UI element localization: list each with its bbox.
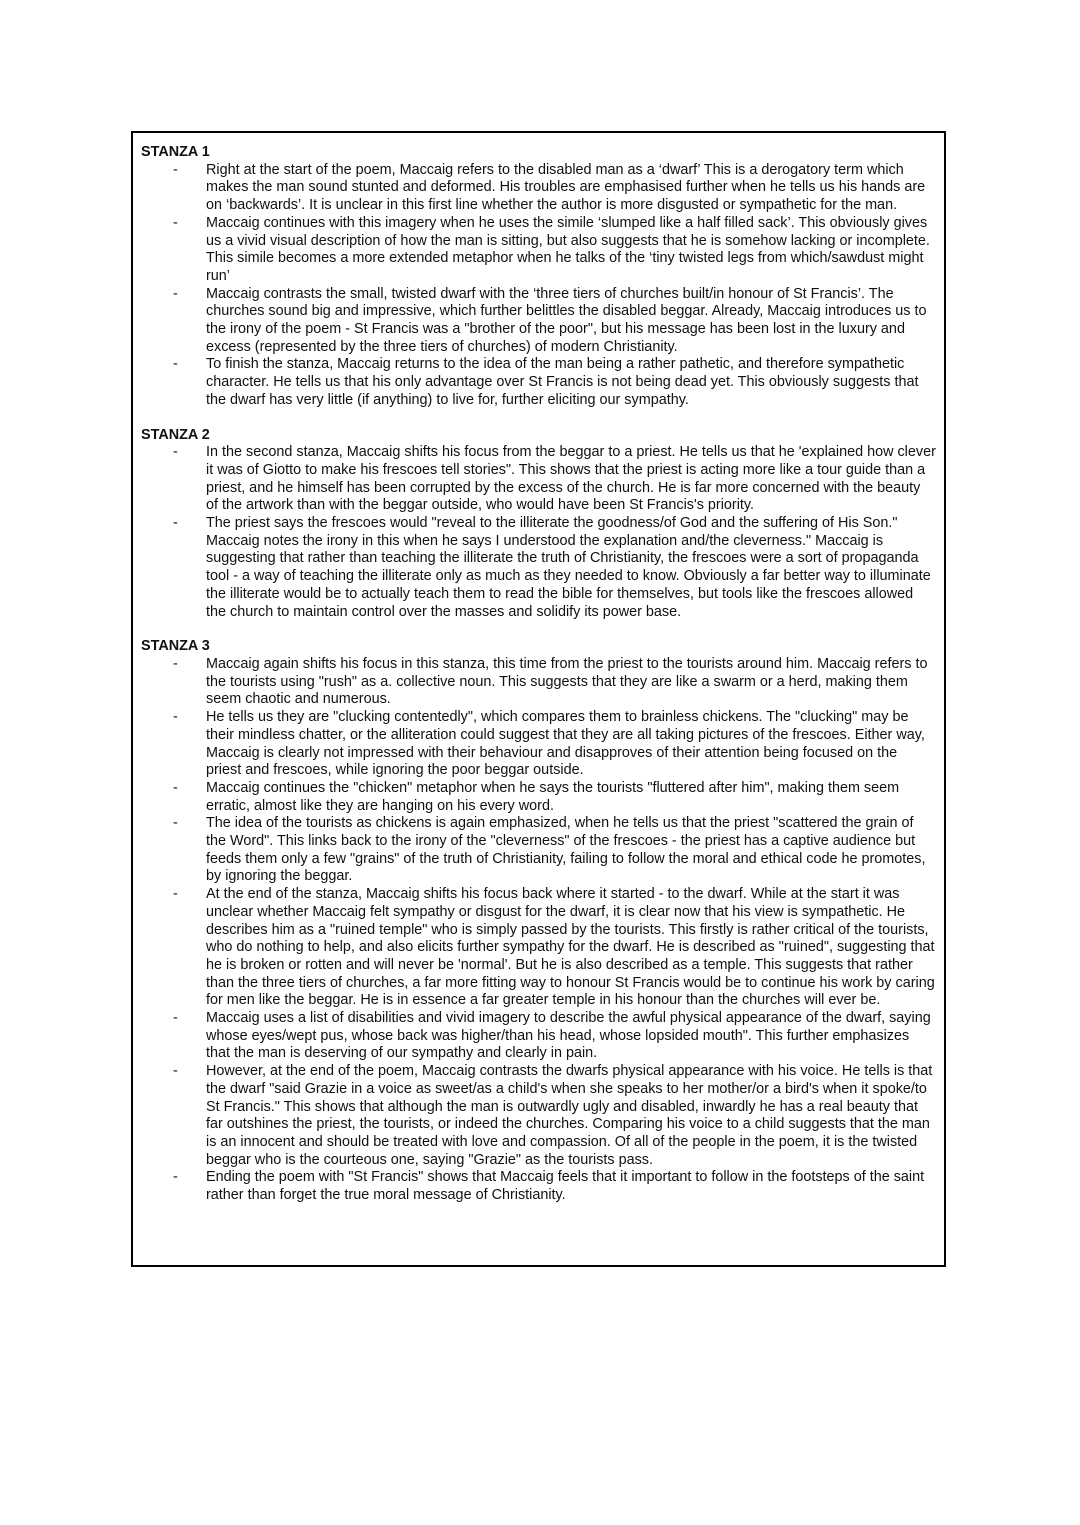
- stanza-heading: STANZA 3: [141, 638, 210, 655]
- bullet-list: [141, 162, 936, 410]
- bullet-dash: -: [173, 515, 178, 532]
- list-item: [141, 1169, 936, 1204]
- point-text: At the end of the stanza, Maccaig shifts his focus back where it started - to the dwarf. While at the start it was unclear whether Maccaig felt sympathy or disgust for the dwarf, it is clear now that his view is sympathetic. He describes him as a "ruined temple" who is simply passed by the tourists. This firstly is rather critical of the tourists, who do nothing to help, and also elicits further sympathy for the dwarf. He is described as "ruined", suggesting that he is broken or rotten and will never be 'normal'. But he is also described as a temple. This suggests that rather than the three tiers of churches, a far more fitting way to honour St Francis would be to continue his work by caring for men like the beggar. He is in essence a far greater temple in his honour than the churches will ever be.: [206, 886, 935, 1009]
- bullet-dash: -: [173, 815, 178, 832]
- point-text: He tells us they are "clucking contentedly", which compares them to brainless chickens. The "clucking" may be their mindless chatter, or the alliteration could suggest that they are all taking pictures of the frescoes. Either way, Maccaig is clearly not impressed with their behaviour and disapproves of their attention being focused on the priest and frescoes, while ignoring the poor beggar outside.: [206, 709, 925, 779]
- point-text: In the second stanza, Maccaig shifts his focus from the beggar to a priest. He tells us that he 'explained how clever it was of Giotto to make his frescoes tell stories". This shows that the priest is acting more like a tour guide than a priest, and he himself has been corrupted by the excess of the church. He is far more concerned with the beauty of the artwork than with the beggar outside, who would have been St Francis's priority.: [206, 444, 936, 514]
- bullet-dash: -: [173, 1063, 178, 1080]
- list-item: [141, 356, 936, 409]
- bullet-dash: -: [173, 655, 178, 672]
- list-item: [141, 215, 936, 286]
- bullet-dash: -: [173, 444, 178, 461]
- list-item: [141, 286, 936, 357]
- bullet-dash: -: [173, 356, 178, 373]
- bullet-dash: -: [173, 1010, 178, 1027]
- stanza-3: [141, 638, 936, 1205]
- point-text: Maccaig continues the "chicken" metaphor when he says the tourists "fluttered after him", making them seem erratic, almost like they are hanging on his every word.: [206, 779, 900, 814]
- stanza-heading: STANZA 1: [141, 144, 210, 160]
- list-item: [141, 1063, 936, 1169]
- list-item: [141, 709, 936, 780]
- stanza-1: [141, 144, 936, 410]
- point-text: The priest says the frescoes would "reveal to the illiterate the goodness/of God and the suffering of His Son." Maccaig notes the irony in this when he says I understood the explanation and/the cleverness." Maccaig is suggesting that rather than teaching the illiterate the truth of Christianity, the frescoes were a sort of propaganda tool - a way of teaching the illiterate only as much as they needed to know. Obviously a far better way to illuminate the illiterate would be to actually teach them to read the bible for themselves, but tools like the frescoes allowed the church to maintain control over the masses and solidify its power base.: [206, 515, 931, 620]
- point-text: To finish the stanza, Maccaig returns to the idea of the man being a rather pathetic, and therefore sympathetic character. He tells us that his only advantage over St Francis is not being dead yet. This obviously suggests that the dwarf has very little (if anything) to live for, further eliciting our sympathy.: [206, 356, 919, 408]
- stanza-2: [141, 427, 936, 622]
- stanza-heading: STANZA 2: [141, 426, 210, 443]
- bullet-dash: -: [173, 214, 178, 231]
- point-text: Maccaig again shifts his focus in this stanza, this time from the priest to the tourists around him. Maccaig refers to the tourists using "rush" as a. collective noun. This suggests that they are like a swarm or a herd, making them seem chaotic and numerous.: [206, 655, 928, 708]
- bullet-dash: -: [173, 285, 178, 302]
- point-text: Ending the poem with "St Francis" shows that Maccaig feels that it important to follow in the footsteps of the saint rather than forget the true moral message of Christianity.: [206, 1169, 925, 1204]
- list-item: [141, 886, 936, 1010]
- bullet-list: [141, 444, 936, 621]
- list-item: [141, 656, 936, 709]
- list-item: [141, 780, 936, 815]
- list-item: [141, 815, 936, 886]
- list-item: [141, 515, 936, 621]
- bullet-dash: -: [173, 709, 178, 726]
- bullet-dash: -: [173, 886, 178, 903]
- bullet-list: [141, 656, 936, 1205]
- list-item: [141, 444, 936, 515]
- point-text: Right at the start of the poem, Maccaig refers to the disabled man as a ‘dwarf’ This is a derogatory term which makes the man sound stunted and deformed. His troubles are emphasised further when he tells us his hands are on ‘backwards’. It is unclear in this first line whether the author is more disgusted or sympathetic for the man.: [206, 161, 926, 214]
- point-text: Maccaig continues with this imagery when he uses the simile ‘slumped like a half filled sack’. This obviously gives us a vivid visual description of how the man is sitting, but also suggests that he is somehow lacking or incomplete. This simile becomes a more extended metaphor when he talks of the ‘tiny twisted legs from which/sawdust might run’: [206, 214, 930, 284]
- point-text: Maccaig uses a list of disabilities and vivid imagery to describe the awful physical appearance of the dwarf, saying whose eyes/wept pus, whose back was higher/than his head, whose lopsided mouth". This further emphasizes that the man is deserving of our sympathy and clearly in pain.: [206, 1010, 931, 1062]
- point-text: However, at the end of the poem, Maccaig contrasts the dwarfs physical appearance with his voice. He tells is that the dwarf "said Grazie in a voice as sweet/as a child's when she speaks to her mother/or a bird's when it spoke/to St Francis." This shows that although the man is outwardly ugly and disabled, inwardly he has a real beauty that far outshines the priest, the tourists, or indeed the churches. Comparing his voice to a child suggests that the man is an innocent and should be treated with love and compassion. Of all of the people in the poem, it is the twisted beggar who is the courteous one, saying "Grazie" as the tourists pass.: [206, 1063, 933, 1168]
- list-item: [141, 162, 936, 215]
- bullet-dash: -: [173, 1169, 178, 1186]
- bullet-dash: -: [173, 161, 178, 178]
- list-item: [141, 1010, 936, 1063]
- bullet-dash: -: [173, 779, 178, 796]
- point-text: Maccaig contrasts the small, twisted dwarf with the ‘three tiers of churches built/in honour of St Francis’. The churches sound big and impressive, which further belittles the disabled beggar. Already, Maccaig introduces us to the irony of the poem - St Francis was a "brother of the poor", but his message has been lost in the luxury and excess (represented by the three tiers of churches) of modern Christianity.: [206, 285, 927, 355]
- point-text: The idea of the tourists as chickens is again emphasized, when he tells us that the priest "scattered the grain of the Word". This links back to the irony of the "cleverness" of the frescoes - the priest has a captive audience but feeds them only a few "grains" of the truth of Christianity, failing to follow the moral and ethical code he promotes, by ignoring the beggar.: [206, 815, 926, 885]
- analysis-box: [131, 131, 946, 1267]
